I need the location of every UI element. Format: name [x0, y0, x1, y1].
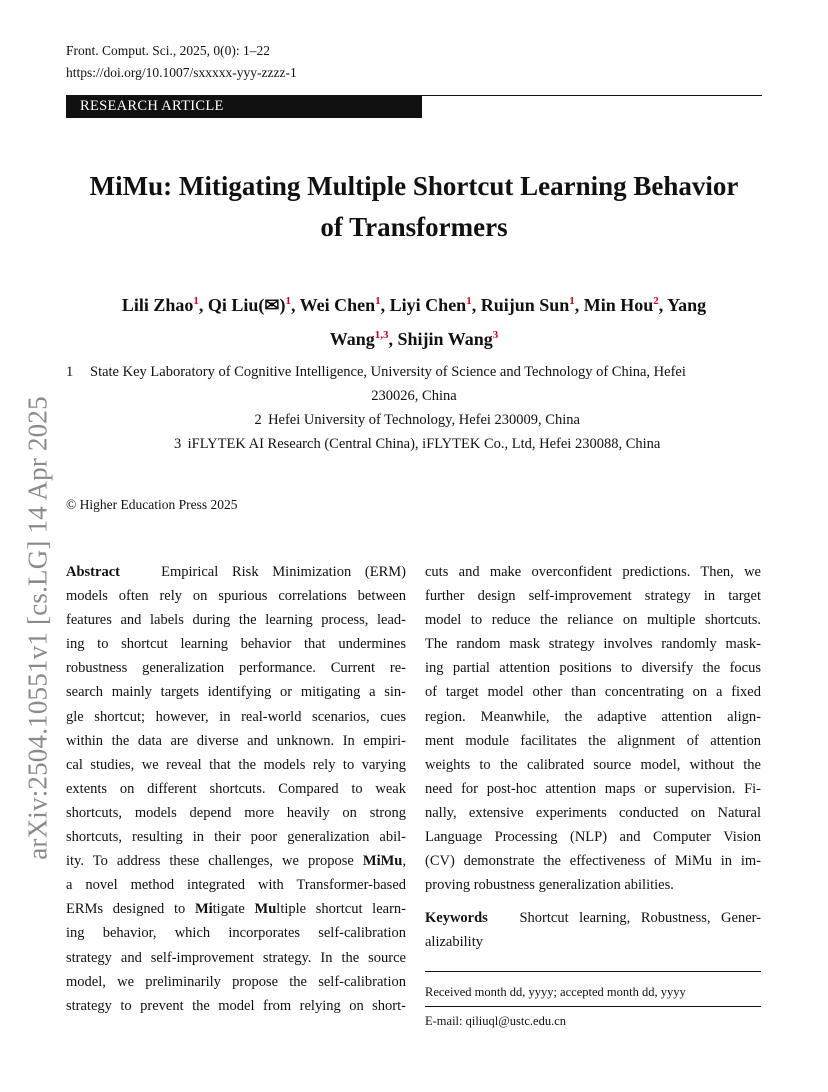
title-line-2: of Transformers [320, 212, 508, 242]
affiliation-number: 2 [254, 412, 262, 428]
keywords-block [425, 906, 761, 954]
abstract-line: region. Meanwhile, the adaptive attention align- [425, 708, 761, 725]
title-line-1: MiMu: Mitigating Multiple Shortcut Learning Behavior [89, 171, 739, 201]
author-name: Min Hou [583, 295, 654, 315]
abstract-right-column [425, 560, 761, 897]
abstract-line: strategy to prevent the model from relying on short- [66, 997, 406, 1014]
abstract-line: ERMs designed to Mitigate Multiple shortcut learn- [66, 901, 406, 918]
author-name-first-part: Yang [667, 295, 707, 315]
abstract-label: Abstract [66, 564, 120, 580]
corresponding-email[interactable]: E-mail: qiliuql@ustc.edu.cn [425, 1014, 566, 1028]
abstract-line: proving robustness generalization abilities. [425, 877, 674, 894]
author-name: Qi Liu(✉) [207, 295, 286, 315]
keywords-line: Keywords Shortcut learning, Robustness, Gener- [425, 910, 762, 926]
doi-link[interactable]: https://doi.org/10.1007/sxxxxx-yyy-zzzz-1 [66, 65, 297, 80]
arxiv-identifier: arXiv:2504.10551v1 [cs.LG] 14 Apr 2025 [22, 396, 53, 860]
abstract-line: features and labels during the learning process, lead- [66, 612, 406, 629]
abstract-line: nally, extensive experiments conducted on Natural [425, 804, 761, 821]
abstract-line: Abstract Empirical Risk Minimization (ERM) [66, 564, 406, 580]
affiliation-2 [66, 408, 762, 432]
abstract-line: gle shortcut; however, in real-world scenarios, cues [66, 708, 406, 725]
author-name-second-part: Wang [329, 329, 375, 349]
author-affil-sup: 1 [193, 295, 199, 307]
author-line-2: Wang$^{1,3}$, Shijin Wang$^3$ [329, 329, 499, 349]
keywords-line: alizability [425, 934, 483, 951]
abstract-line: robustness generalization performance. Current re- [66, 660, 406, 677]
author-line-1: Lili Zhao$^1$, Qi Liu(✉)$^1$, Wei Chen$^1$, Liyi Chen$^1$, Ruijun Sun$^1$, Min Hou$^2$, Yang [121, 295, 707, 315]
abstract-line: within the data are diverse and unknown. In empiri- [66, 732, 406, 749]
abstract-line: a novel method integrated with Transformer-based [66, 877, 406, 894]
author-name: Shijin Wang [397, 329, 493, 349]
journal-header [66, 40, 297, 84]
author-affil-sup: 3 [492, 329, 499, 341]
abstract-line: ing partial attention positions to diversify the focus [425, 660, 761, 677]
author-affil-sup: 1 [466, 295, 472, 307]
affiliation-text: State Key Laboratory of Cognitive Intelligence, University of Science and Technology of China, Hefei [90, 364, 686, 380]
affiliation-number: 3 [174, 436, 182, 452]
abstract-line: Language Processing (NLP) and Computer Vision [425, 829, 761, 846]
author-name: Wei Chen [299, 295, 376, 315]
mimu-term: MiMu [362, 853, 403, 870]
abstract-line: (CV) demonstrate the effectiveness of MiMu in im- [425, 853, 761, 870]
author-name: Ruijun Sun [480, 295, 570, 315]
paper-title [40, 166, 788, 248]
abstract-line: ing behavior, which incorporates self-calibration [66, 925, 406, 942]
abstract-line: model to reduce the reliance on multiple shortcuts. [425, 612, 761, 629]
abstract-line: models often rely on spurious correlations between [66, 588, 406, 605]
abstract-line: ity. To address these challenges, we propose MiMu, [66, 853, 406, 870]
abstract-line: shortcuts, resulting in their poor generalization abil- [66, 829, 406, 846]
abstract-left-column [66, 560, 406, 1018]
abstract-line: further design self-improvement strategy in target [425, 588, 761, 605]
affiliation-1 [66, 360, 762, 408]
article-type-band: RESEARCH ARTICLE [66, 95, 422, 118]
abstract-line: The random mask strategy involves randomly mask- [425, 636, 761, 653]
abstract-line: of target model other than concentrating on a fixed [425, 684, 761, 701]
abstract-line: search mainly targets identifying or mitigating a sin- [66, 684, 406, 701]
affiliation-number: 1 [66, 364, 74, 380]
abstract-line: ing to shortcut learning behavior that undermines [66, 636, 406, 653]
author-affil-sup: 1,3 [374, 329, 389, 341]
abstract-line: ment module facilitates the alignment of attention [425, 732, 761, 749]
journal-citation: Front. Comput. Sci., 2025, 0(0): 1–22 [66, 43, 271, 58]
abstract-line: extents on different shortcuts. Compared to weak [66, 780, 406, 797]
footnote-rule-1 [425, 971, 761, 972]
abstract-line: model, we preliminarily propose the self-calibration [66, 973, 406, 990]
abstract-line: cal studies, we reveal that the models rely to varying [66, 756, 406, 773]
abstract-line: cuts and make overconfident predictions. Then, we [425, 564, 761, 580]
abstract-line: weights to the calibrated source model, without the [425, 756, 761, 773]
abstract-line: strategy and self-improvement strategy. In the source [66, 949, 406, 966]
footnote-rule-2 [425, 1006, 761, 1007]
affiliation-text: iFLYTEK AI Research (Central China), iFLYTEK Co., Ltd, Hefei 230088, China [187, 436, 661, 452]
author-name: Liyi Chen [389, 295, 467, 315]
copyright-notice: © Higher Education Press 2025 [66, 497, 238, 512]
abstract-line: shortcuts, models depend more heavily on strong [66, 804, 406, 821]
author-affil-sup: 1 [375, 295, 381, 307]
affiliation-text-cont: 230026, China [371, 388, 457, 404]
keywords-label: Keywords [425, 910, 488, 926]
abstract-line: need for post-hoc attention maps or supervision. Fi- [425, 780, 761, 797]
author-affil-sup: 1 [285, 295, 291, 307]
author-affil-sup: 2 [653, 295, 659, 307]
author-affil-sup: 1 [569, 295, 575, 307]
received-date-note: Received month dd, yyyy; accepted month dd, yyyy [425, 985, 686, 999]
affiliation-3 [66, 432, 762, 456]
affiliation-text: Hefei University of Technology, Hefei 230009, China [268, 412, 580, 428]
author-name: Lili Zhao [121, 295, 194, 315]
author-list [60, 286, 768, 354]
